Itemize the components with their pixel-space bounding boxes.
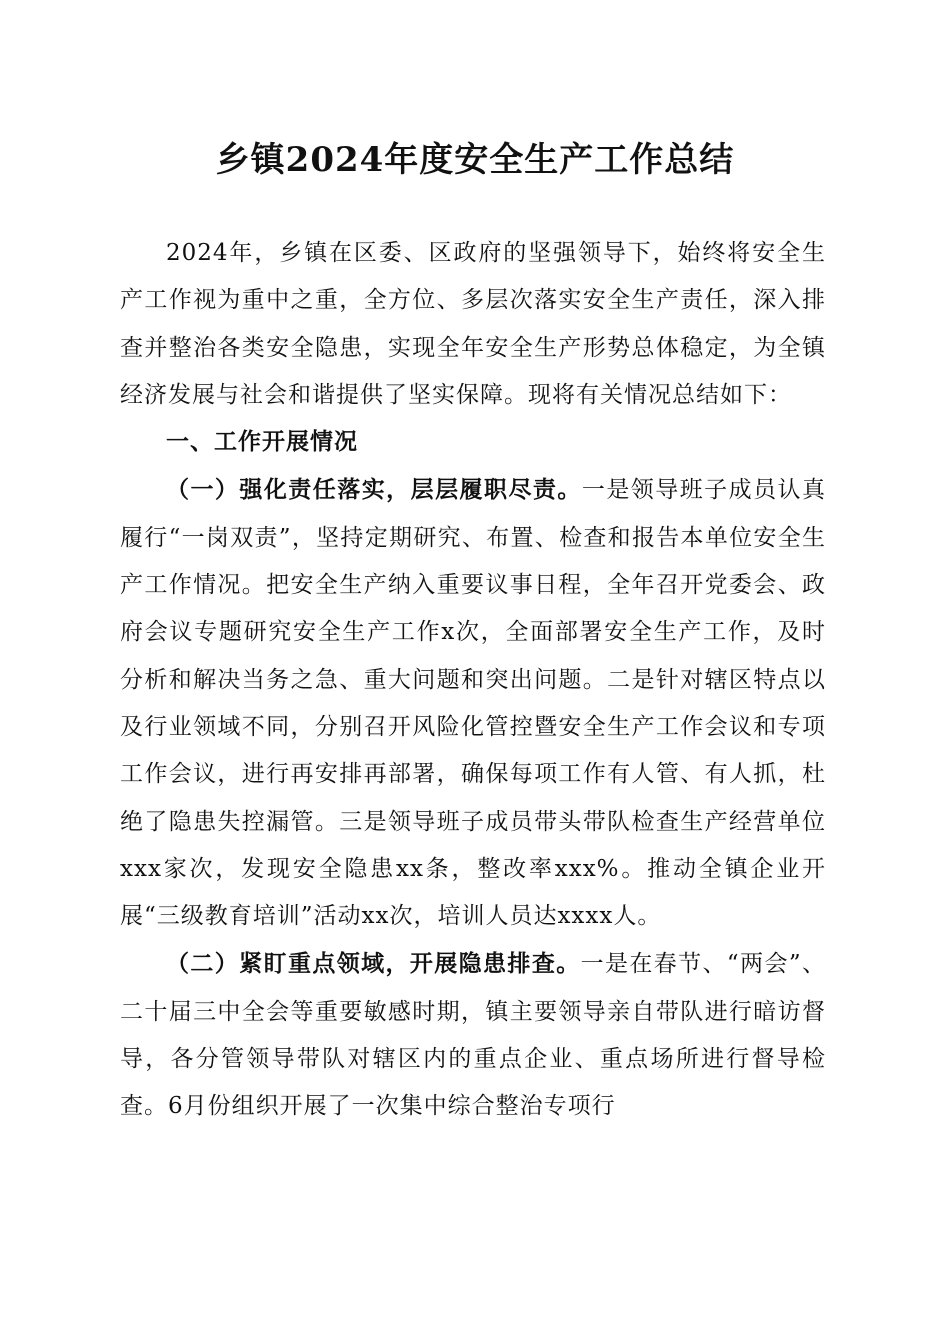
intro-paragraph: 2024年，乡镇在区委、区政府的坚强领导下，始终将安全生产工作视为重中之重，全方位、多层次落实安全生产责任，深入排查并整治各类安全隐患，实现全年安全生产形势总体稳定，为全镇经济发展与社会和谐提供了坚实保障。现将有关情况总结如下： — [120, 240, 826, 408]
subsection-1-text: 一是领导班子成员认真履行“一岗双责”，坚持定期研究、布置、检查和报告本单位安全生产工作情况。把安全生产纳入重要议事日程，全年召开党委会、政府会议专题研究安全生产工作x次，全面部署安全生产工作，及时分析和解决当务之急、重大问题和突出问题。二是针对辖区特点以及行业领域不同，分别召开风险化管控暨安全生产工作会议和专项工作会议，进行再安排再部署，确保每项工作有人管、有人抓，杜绝了隐患失控漏管。三是领导班子成员带头带队检查生产经营单位xxx家次，发现安全隐患xx条，整改率xxx%。推动全镇企业开展“三级教育培训”活动xx次，培训人员达xxxx人。 — [120, 477, 827, 930]
document-title: 乡镇2024年度安全生产工作总结 — [215, 140, 735, 180]
subsection-2-lead: （二）紧盯重点领域，开展隐患排查。 — [166, 950, 581, 978]
subsection-1-paragraph — [120, 466, 826, 940]
subsection-1-lead: （一）强化责任落实，层层履职尽责。 — [166, 476, 582, 504]
document-body — [120, 230, 826, 1131]
subsection-2-text: 一是在春节、“两会”、二十届三中全会等重要敏感时期，镇主要领导亲自带队进行暗访督导，各分管领导带队对辖区内的重点企业、重点场所进行督导检查。6月份组织开展了一次集中综合整治专项行 — [120, 951, 826, 1120]
subsection-2-paragraph — [120, 940, 826, 1130]
section-heading: 一、工作开展情况 — [166, 429, 358, 456]
